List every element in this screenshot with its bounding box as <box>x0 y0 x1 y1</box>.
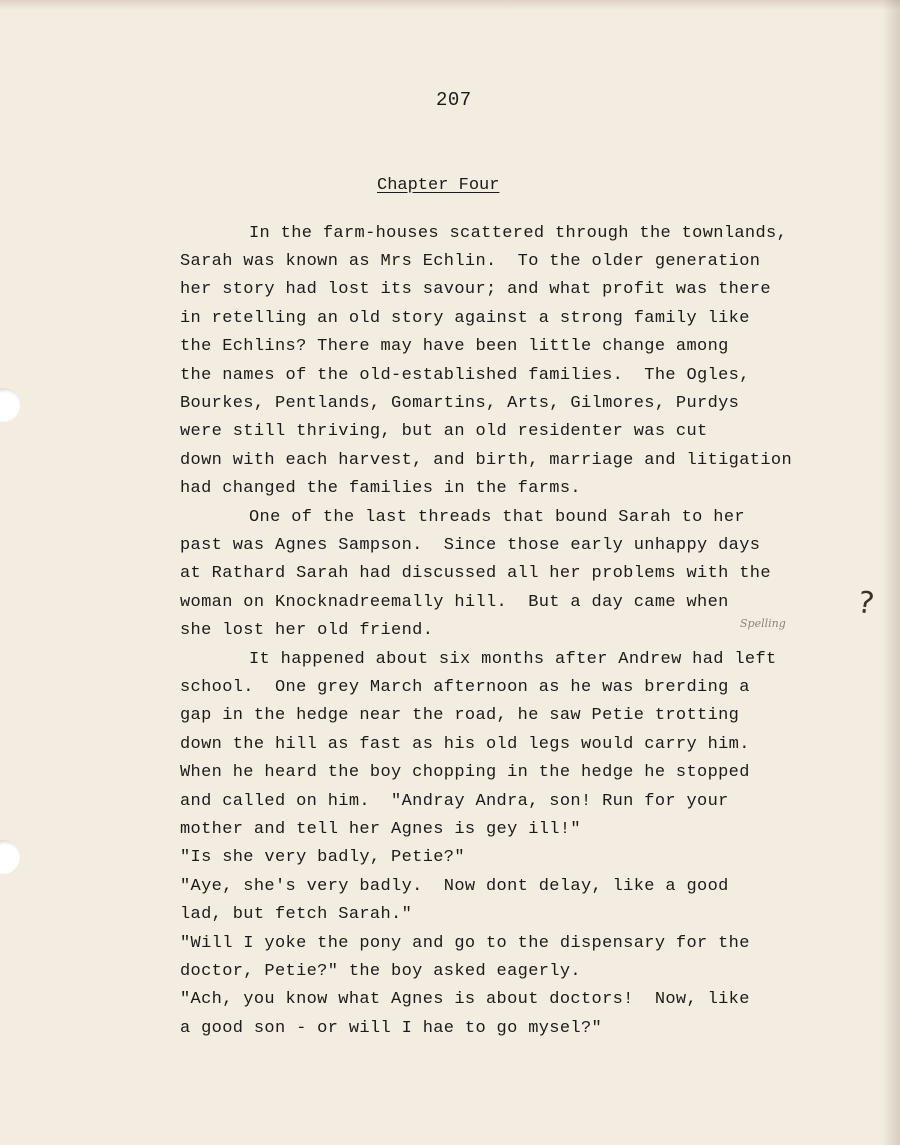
text-line: When he heard the boy chopping in the hedge he stopped <box>180 763 750 782</box>
text-line: the Echlins? There may have been little change among <box>180 337 729 356</box>
text-line: In the farm-houses scattered through the townlands, <box>249 224 788 243</box>
text-line: past was Agnes Sampson. Since those early unhappy days <box>180 536 761 555</box>
text-line: Bourkes, Pentlands, Gomartins, Arts, Gilmores, Purdys <box>180 394 740 413</box>
text-line: "Will I yoke the pony and go to the dispensary for the <box>180 934 750 953</box>
text-line: "Is she very badly, Petie?" <box>180 848 465 867</box>
punch-hole <box>0 388 20 422</box>
page-number: 207 <box>436 89 472 111</box>
text-line: "Aye, she's very badly. Now dont delay, like a good <box>180 877 729 896</box>
text-line: It happened about six months after Andrew had left <box>249 650 777 669</box>
text-line: One of the last threads that bound Sarah to her <box>249 508 745 527</box>
page-edge-shadow <box>882 0 900 1145</box>
text-line: she lost her old friend. <box>180 621 434 640</box>
text-line: "Ach, you know what Agnes is about doctors! Now, like <box>180 990 750 1009</box>
text-line: gap in the hedge near the road, he saw Petie trotting <box>180 706 740 725</box>
margin-question-mark: ? <box>855 585 877 622</box>
text-line: school. One grey March afternoon as he was brerding a <box>180 678 750 697</box>
text-line: mother and tell her Agnes is gey ill!" <box>180 820 581 839</box>
text-line: lad, but fetch Sarah." <box>180 905 413 924</box>
chapter-title: Chapter Four <box>377 176 500 195</box>
text-line: were still thriving, but an old residenter was cut <box>180 422 708 441</box>
text-line: the names of the old-established families. The Ogles, <box>180 366 750 385</box>
text-line: a good son - or will I hae to go mysel?" <box>180 1019 603 1038</box>
text-line: doctor, Petie?" the boy asked eagerly. <box>180 962 581 981</box>
punch-hole <box>0 840 20 874</box>
page-top-shadow <box>0 0 900 10</box>
text-line: Sarah was known as Mrs Echlin. To the older generation <box>180 252 761 271</box>
text-line: woman on Knocknadreemally hill. But a day came when <box>180 593 729 612</box>
text-line: in retelling an old story against a strong family like <box>180 309 750 328</box>
text-line: had changed the families in the farms. <box>180 479 581 498</box>
pencil-annotation: Spelling <box>740 617 786 630</box>
text-line: her story had lost its savour; and what profit was there <box>180 280 771 299</box>
text-line: at Rathard Sarah had discussed all her problems with the <box>180 564 771 583</box>
text-line: and called on him. "Andray Andra, son! Run for your <box>180 792 729 811</box>
text-line: down with each harvest, and birth, marriage and litigation <box>180 451 792 470</box>
text-line: down the hill as fast as his old legs would carry him. <box>180 735 750 754</box>
